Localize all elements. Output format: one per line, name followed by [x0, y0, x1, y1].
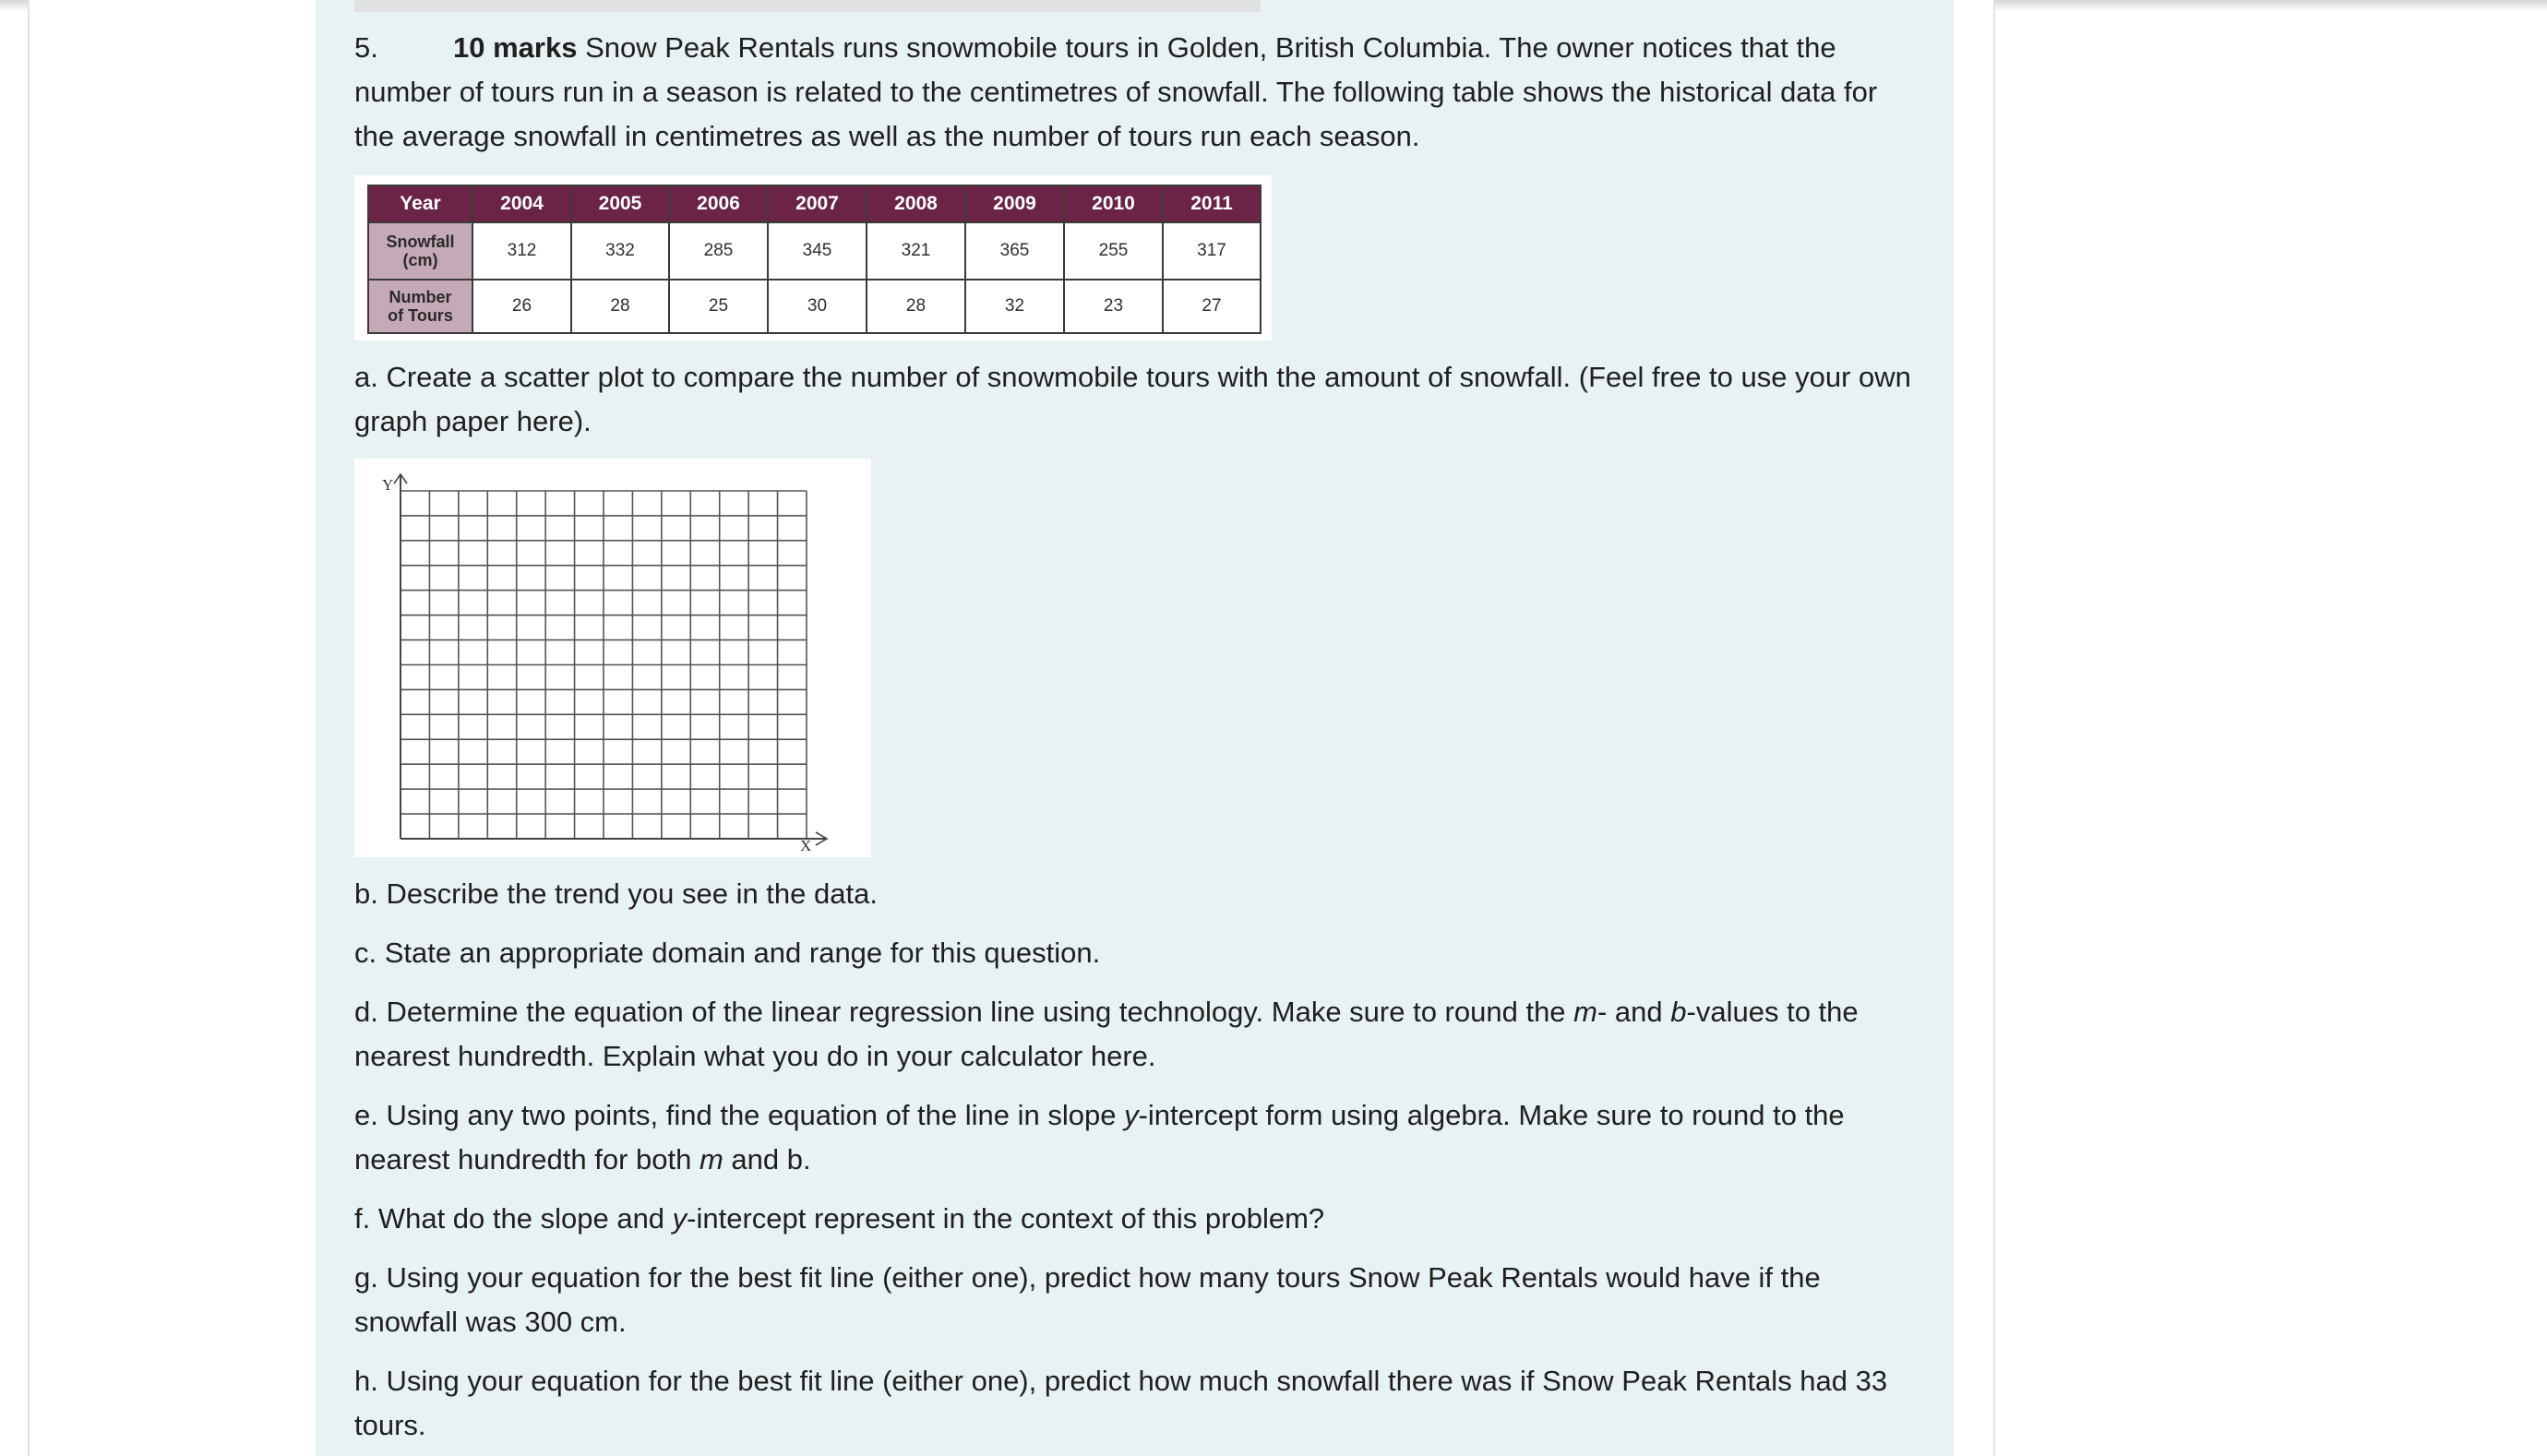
question-intro-text: Snow Peak Rentals runs snowmobile tours in Golden, British Columbia. The owner notices that the number of tours run in a season is related to the centimetres of snowfall. The following table shows the historical data for the average snowfall in centimetres as well as the number of tours run each season. — [354, 31, 1878, 152]
part-e — [354, 1093, 1923, 1182]
part-d-m: m — [1573, 996, 1597, 1028]
table-cell: 321 — [867, 222, 965, 280]
part-e-text: and b. — [723, 1143, 811, 1176]
table-header-row — [368, 185, 1261, 222]
table-header-cell: 2009 — [965, 185, 1064, 222]
row-header-line: (cm) — [402, 251, 438, 269]
row-header-snowfall — [368, 222, 472, 280]
table-cell: 28 — [867, 280, 965, 333]
row-header-tours — [368, 280, 472, 333]
table-header-cell: 2010 — [1064, 185, 1163, 222]
row-header-line: of Tours — [388, 306, 453, 325]
part-e-y: y — [1124, 1099, 1139, 1131]
part-f-text: f. What do the slope and — [354, 1202, 673, 1235]
table-cell: 30 — [768, 280, 867, 333]
table-cell: 23 — [1064, 280, 1163, 333]
part-b: b. Describe the trend you see in the data. — [354, 877, 878, 910]
table-cell: 285 — [669, 222, 768, 280]
part-c: c. State an appropriate domain and range for this question. — [354, 937, 1101, 969]
table-cell: 365 — [965, 222, 1064, 280]
table-cell: 26 — [472, 280, 571, 333]
graph-grid — [354, 459, 871, 857]
graph-paper-image — [354, 459, 871, 857]
table-header-cell: 2005 — [571, 185, 669, 222]
table-header-year: Year — [368, 185, 472, 222]
row-header-line: Snowfall — [386, 233, 455, 251]
part-f-y: y — [672, 1202, 688, 1235]
table-cell: 32 — [965, 280, 1064, 333]
question-intro — [354, 26, 1923, 159]
previous-content-bar — [354, 0, 1261, 12]
y-axis-label: Y — [382, 476, 394, 494]
row-header-line: Number — [389, 288, 452, 306]
table-cell: 312 — [472, 222, 571, 280]
part-d-text: d. Determine the equation of the linear regression line using technology. Make sure to round the — [354, 996, 1574, 1028]
grid-lines — [401, 491, 807, 839]
part-e-text: -intercept form using algebra. Make sure to round to the nearest hundredth for both — [354, 1099, 1845, 1176]
part-h: h. Using your equation for the best fit line (either one), predict how much snowfall there was if Snow Peak Rentals had 33 tours. — [354, 1365, 1888, 1441]
question-marks: 10 marks — [453, 31, 578, 64]
part-e-m: m — [699, 1143, 723, 1176]
data-table — [367, 185, 1262, 334]
table-row-tours — [368, 280, 1261, 333]
table-cell: 28 — [571, 280, 669, 333]
part-e-text: e. Using any two points, find the equation of the line in slope — [354, 1099, 1125, 1131]
table-cell: 332 — [571, 222, 669, 280]
table-header-cell: 2007 — [768, 185, 867, 222]
table-cell: 317 — [1163, 222, 1261, 280]
table-header-cell: 2008 — [867, 185, 965, 222]
part-f-text: -intercept represent in the context of this problem? — [687, 1202, 1325, 1235]
part-d — [354, 990, 1923, 1079]
question-number: 5. — [354, 31, 378, 64]
table-header-cell: 2011 — [1163, 185, 1261, 222]
x-axis-label: X — [800, 837, 812, 854]
part-d-text: -values to the nearest hundredth. Explain what you do in your calculator here. — [354, 996, 1859, 1072]
part-f — [354, 1197, 1923, 1241]
part-d-b: b — [1670, 996, 1687, 1028]
part-a: a. Create a scatter plot to compare the number of snowmobile tours with the amount of snowfall. (Feel free to use your own graph paper here). — [354, 361, 1911, 437]
table-header-cell: 2004 — [472, 185, 571, 222]
table-row-snowfall — [368, 222, 1261, 280]
table-cell: 25 — [669, 280, 768, 333]
data-table-image — [354, 175, 1272, 340]
table-cell: 255 — [1064, 222, 1163, 280]
table-header-cell: 2006 — [669, 185, 768, 222]
part-d-text: - and — [1597, 996, 1671, 1028]
table-cell: 345 — [768, 222, 867, 280]
table-cell: 27 — [1163, 280, 1261, 333]
part-g: g. Using your equation for the best fit line (either one), predict how many tours Snow Peak Rentals would have if the snowfall was 300 cm. — [354, 1261, 1821, 1338]
